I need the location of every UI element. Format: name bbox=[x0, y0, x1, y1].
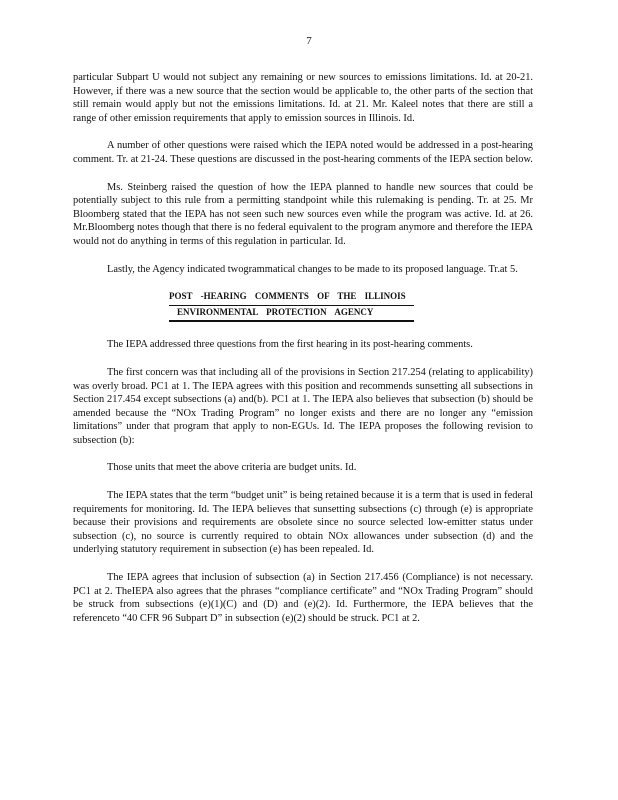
paragraph-8: The IEPA agrees that inclusion of subsection (a) in Section 217.456 (Compliance) is not necessary. PC1 at 2. TheIEPA also agrees that the phrases “compliance certificate” and “NOx Trading Program” should be struck from subsections (e)(1)(C) and (D) and (e)(2). Id. Furthermore, the IEPA believes that the referenceto “40 CFR 96 Subpart D” in subsection (e)(2) should be struck. PC1 at 2. bbox=[73, 572, 533, 624]
section-heading-line-1: POST -HEARING COMMENTS OF THE ILLINOIS bbox=[169, 290, 414, 306]
paragraph-2: A number of other questions were raised which the IEPA noted would be addressed in a post-hearing comment. Tr. at 21-24. These questions are discussed in the post-hearing comments of the IEPA section below. bbox=[73, 140, 533, 165]
section-heading bbox=[169, 290, 414, 322]
section-heading-line-2: ENVIRONMENTAL PROTECTION AGENCY bbox=[169, 306, 414, 323]
paragraph-4: Lastly, the Agency indicated twogrammatical changes to be made to its proposed language. Tr.at 5. bbox=[107, 263, 518, 275]
paragraph-7: The IEPA states that the term “budget unit” is being retained because it is a term that is used in federal requirements for monitoring. Id. The IEPA believes that sunsetting subsections (c) through (e) is appropriate because their provisions and requirements are obsolete since no source selected low-emitter status under subsection (c), no source is currently required to obtain NOx allowances under subsection (d) and the underlying statutory requirement in subsection (e) has been repealed. Id. bbox=[73, 490, 533, 556]
block-quote: Those units that meet the above criteria are budget units. Id. bbox=[107, 462, 357, 474]
paragraph-5: The IEPA addressed three questions from the first hearing in its post-hearing comments. bbox=[107, 339, 473, 351]
paragraph-6: The first concern was that including all of the provisions in Section 217.254 (relating to applicability) was overly broad. PC1 at 1. The IEPA agrees with this position and recommends sunsetting all subsections in Section 217.454 except subsections (a) and(b). PC1 at 1. The IEPA also believes that subsection (b) should be amended because the “NOx Trading Program” no longer exists and there are no longer any “emission limitations” under that program that apply to non-EGUs. Id. The IEPA proposes the following revision to subsection (b): bbox=[73, 366, 533, 446]
paragraph-3: Ms. Steinberg raised the question of how the IEPA planned to handle new sources that could be potentially subject to this rule from a permitting standpoint while this rulemaking is pending. Tr. at 25. Mr Bloomberg stated that the IEPA has not seen such new sources even while the program was active. Id. at 26. Mr.Bloomberg notes though that there is no federal equivalent to the program anymore and therefore the IEPA would not do anything in terms of this regulation in particular. Id. bbox=[73, 181, 533, 247]
document-body bbox=[73, 71, 533, 639]
paragraph-1: particular Subpart U would not subject any remaining or new sources to emissions limitations. Id. at 20-21. However, if there was a new source that the section would be applicable to, the other parts of the section that still remain would apply but not the emissions limitations. Id. at 21. Mr. Kaleel notes that there are still a range of other emission requirements that apply to emission sources in Illinois. Id. bbox=[73, 72, 533, 124]
page-number: 7 bbox=[306, 35, 312, 47]
